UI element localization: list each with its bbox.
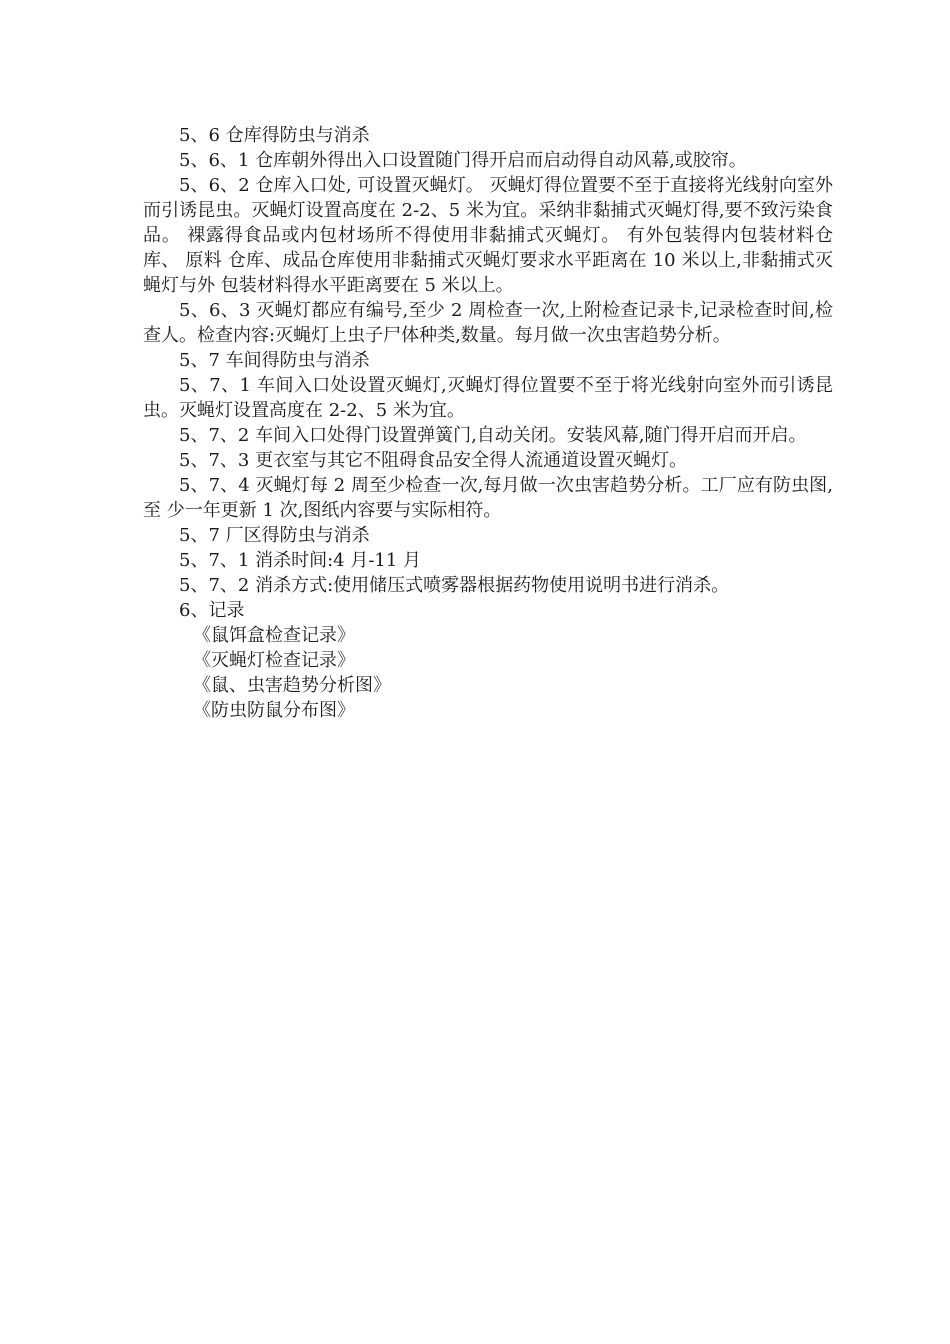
section-heading-records: 6、记录 xyxy=(179,600,245,621)
paragraph-fly-lamp-inspection: 5、6、3 灭蝇灯都应有编号,至少 2 周检查一次,上附检查记录卡,记录检查时间,检查人。检查内容:灭蝇灯上虫子尸体种类,数量。每月做一次虫害趋势分析。 xyxy=(143,300,833,346)
paragraph-workshop-fly-lamp: 5、7、1 车间入口处设置灭蝇灯,灭蝇灯得位置要不至于将光线射向室外而引诱昆虫。灭蝇灯设置高度在 2-2、5 米为宜。 xyxy=(143,375,833,421)
record-item: 《防虫防鼠分布图》 xyxy=(193,700,355,721)
paragraph-disinfection-time: 5、7、1 消杀时间:4 月-11 月 xyxy=(179,550,422,571)
record-item: 《灭蝇灯检查记录》 xyxy=(193,650,355,671)
section-heading-warehouse: 5、6 仓库得防虫与消杀 xyxy=(179,125,370,146)
section-heading-plant-area: 5、7 厂区得防虫与消杀 xyxy=(179,525,370,546)
document-body xyxy=(143,123,833,723)
paragraph-fly-lamp-check: 5、7、4 灭蝇灯每 2 周至少检查一次,每月做一次虫害趋势分析。工厂应有防虫图,至 少一年更新 1 次,图纸内容要与实际相符。 xyxy=(143,475,833,521)
paragraph-workshop-door: 5、7、2 车间入口处得门设置弹簧门,自动关闭。安装风幕,随门得开启而开启。 xyxy=(179,425,807,446)
record-item: 《鼠、虫害趋势分析图》 xyxy=(193,675,391,696)
paragraph-locker-room: 5、7、3 更衣室与其它不阻碍食品安全得人流通道设置灭蝇灯。 xyxy=(179,450,688,471)
paragraph-warehouse-entrance: 5、6、1 仓库朝外得出入口设置随门得开启而启动得自动风幕,或胶帘。 xyxy=(179,150,747,171)
section-heading-workshop: 5、7 车间得防虫与消杀 xyxy=(179,350,370,371)
paragraph-disinfection-method: 5、7、2 消杀方式:使用储压式喷雾器根据药物使用说明书进行消杀。 xyxy=(179,575,730,596)
record-item: 《鼠饵盒检查记录》 xyxy=(193,625,355,646)
paragraph-warehouse-fly-lamp: 5、6、2 仓库入口处, 可设置灭蝇灯。 灭蝇灯得位置要不至于直接将光线射向室外而引诱昆虫。灭蝇灯设置高度在 2-2、5 米为宜。采纳非黏捕式灭蝇灯得,要不致污染食品。 裸露得食品或内包材场所不得使用非黏捕式灭蝇灯。 有外包装得内包装材料仓库、 原料 仓库、成品仓库使用非黏捕式灭蝇灯要求水平距离在 10 米以上,非黏捕式灭蝇灯与外 包装材料得水平距离要在 5 米以上。 xyxy=(143,175,833,296)
